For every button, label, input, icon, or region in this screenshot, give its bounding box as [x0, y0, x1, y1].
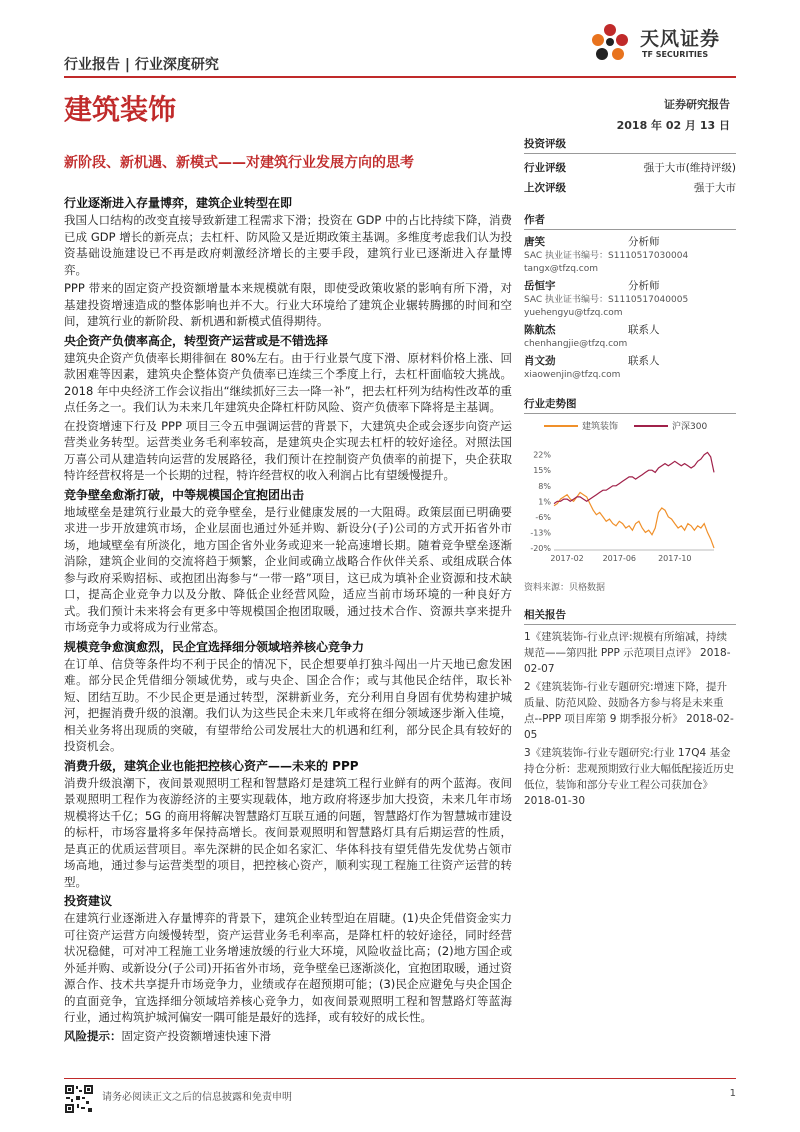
footer-rule [64, 1078, 736, 1079]
authors-heading: 作者 [524, 212, 736, 230]
y-tick-label: 1% [538, 497, 551, 507]
logo-name: 天风证券 [640, 28, 721, 50]
series-line-0 [554, 492, 714, 548]
previous-rating [524, 178, 736, 198]
rating-heading: 投资评级 [524, 136, 736, 154]
legend-label: 建筑装饰 [582, 422, 619, 432]
report-category: 证券研究报告 [664, 98, 730, 111]
industry-rating-value: 强于大市(维持评级) [643, 162, 736, 174]
author-row [524, 278, 736, 294]
author-row [524, 322, 736, 338]
report-date: 2018 年 02 月 13 日 [616, 119, 730, 132]
section-paragraph: 建筑央企资产负债率长期徘徊在 80%左右。由于行业景气度下滑、原材料价格上涨、回款困难等因素，建筑央企整体资产负债率已连续三个季度上行，去杠杆面临较大挑战。2018 年中央经济工作会议指出“继续抓好三去一降一补”，把去杠杆列为结构性改革的重点任务之一。我们认为未来几年建筑央企降杠杆防风险、资产负债率下降将是主基调。 [64, 350, 512, 414]
author-cert: SAC 执业证书编号：S1110517040005 [524, 295, 689, 305]
section-paragraph: 在订单、信贷等条件均不利于民企的情况下，民企想要单打独斗闯出一片天地已愈发困难。部分民企凭借细分领域优势，或与央企、国企合作；或与其他民企结伴，取长补短、团结互助。不少民企更是通过转型，深耕新业务，充分利用自身固有优势构建护城河，把握消费升级的浪潮。我们认为这些民企未来几年或将在细分领域逐步渐入佳境，相关业务将出现质的突破，有望带给公司发展壮大的机遇和红利，部分民企具有较好的投资机会。 [64, 656, 512, 753]
risk-note [64, 1028, 512, 1045]
y-tick-label: 22% [533, 450, 551, 460]
x-tick-label: 2017-06 [602, 554, 637, 563]
trend-chart-svg [524, 418, 736, 578]
industry-rating [524, 158, 736, 178]
logo-flower-icon [586, 20, 636, 70]
previous-rating-value: 强于大市 [694, 182, 736, 194]
report-subtitle: 新阶段、新机遇、新模式——对建筑行业发展方向的思考 [64, 155, 414, 171]
related-list [524, 629, 736, 809]
header [64, 28, 736, 78]
author-email[interactable]: yuehengyu@tfzq.com [524, 308, 623, 318]
author-role: 联系人 [628, 355, 660, 367]
author-name: 陈航杰 [524, 324, 556, 336]
sidebar [524, 136, 736, 811]
qr-code-icon [64, 1084, 94, 1114]
author-role: 分析师 [628, 280, 660, 292]
industry-rating-label: 行业评级 [524, 162, 566, 174]
related-heading: 相关报告 [524, 607, 736, 625]
related-report-link[interactable]: 1《建筑装饰-行业点评:规模有所缩减，持续规范——第四批 PPP 示范项目点评》 2018-02-07 [524, 631, 731, 675]
author-role: 分析师 [628, 236, 660, 248]
author-name: 唐笑 [524, 236, 545, 248]
main-content [64, 192, 512, 1046]
y-tick-label: 8% [538, 481, 551, 491]
author-email[interactable]: chenhangjie@tfzq.com [524, 339, 628, 349]
author-entry [524, 234, 736, 276]
section-paragraph: PPP 带来的固定资产投资额增量本来规模就有限，即使受政策收紧的影响有所下滑，对基建投资增速造成的整体影响也并不大。行业大环境给了建筑企业辗转腾挪的时间和空间，建筑行业的新阶段、新机遇和新模式值得期待。 [64, 281, 512, 328]
risk-label: 风险提示： [64, 1028, 122, 1043]
section-heading: 央企资产负债率高企，转型资产运营或是不错选择 [64, 333, 329, 348]
trend-chart [524, 418, 736, 578]
y-tick-label: -13% [530, 528, 551, 538]
y-tick-label: 15% [533, 466, 551, 476]
header-rule [64, 76, 736, 78]
legend-label: 沪深300 [672, 422, 708, 432]
section-heading: 行业逐渐进入存量博弈，建筑企业转型在即 [64, 196, 293, 210]
section-paragraph: 消费升级浪潮下，夜间景观照明工程和智慧路灯是建筑工程行业鲜有的两个蓝海。夜间景观照明工程作为夜游经济的主要实现载体，地方政府将逐步加大投资，未来几年市场规模将达千亿；5G 的商用将解决智慧路灯互联互通的问题，智慧路灯作为智慧城市建设的标杆，市场容量将多年保持高增长。夜间景观照明和智慧路灯具有后期运营的性质，是真正的优质运营项目。率先深耕的民企如名家汇、华体科技有望凭借先发优势占领市场高地，通过参与运营类型的项目，把控核心资产，顺利实现工程施工往资产运营的转型。 [64, 775, 512, 889]
company-logo [586, 20, 736, 70]
author-list [524, 234, 736, 382]
trend-heading: 行业走势图 [524, 396, 736, 414]
page-number: 1 [729, 1088, 736, 1099]
y-tick-label: -6% [535, 512, 551, 522]
author-email[interactable]: tangx@tfzq.com [524, 264, 599, 274]
section-heading: 投资建议 [64, 894, 113, 908]
author-cert: SAC 执业证书编号：S1110517030004 [524, 251, 689, 261]
related-report-link[interactable]: 2《建筑装饰-行业专题研究:增速下降，提升质量、防范风险、鼓励各方参与将是未来重点--PPP 项目库第 9 期季报分析》 2018-02-05 [524, 681, 734, 741]
section-paragraph: 地域壁垒是建筑行业最大的竞争壁垒，是行业健康发展的一大阻碍。政策层面已明确要求进一步开放建筑市场，企业层面也通过外延并购、新设分(子)公司的方式开拓省外市场，地域壁垒有所淡化，地方国企省外业务或迎来一轮高速增长期。随着竞争壁垒逐渐消除，建筑企业间的交流将趋于频繁，企业间或确立战略合作伙伴关系、或组成联合体参与政府采购招标、或抱团出海参与“一带一路”项目，这已成为填补企业资源和技术缺口，提高企业竞争力以及分散、降低企业经营风险，适应当前市场环境的一种良好方式。我们预计未来将会有更多中等规模国企抱团取暖，通过技术合作、资源共享来提升市场竞争力或将成为行业常态。 [64, 504, 512, 634]
report-type: 行业报告 | 行业深度研究 [64, 57, 219, 73]
page-title: 建筑装饰 [64, 93, 177, 126]
section-heading: 消费升级，建筑企业也能把控核心资产——未来的 PPP [64, 758, 359, 773]
risk-text: 固定资产投资额增速快速下滑 [121, 1028, 271, 1043]
section-heading: 规模竞争愈演愈烈，民企宜选择细分领域培养核心竞争力 [64, 639, 365, 654]
section-paragraph: 在建筑行业逐渐进入存量博弈的背景下，建筑企业转型迫在眉睫。(1)央企凭借资金实力可往资产运营方向缓慢转型，资产运营业务毛利率高，是降杠杆的较好途径，同时经营状况稳健，可对冲工程施工业务增速放缓的行业大环境，风险收益比高；(2)地方国企或外延并购、或新设分(子公司)开拓省外市场，竞争壁垒已逐渐淡化，宜抱团取暖，通过资源合作、技术共享提升市场竞争力，业绩或存在超预期可能；(3)民企应避免与央企国企的直面竞争，宜选择细分领域培养核心竞争力，如夜间景观照明工程和智慧路灯等蓝海行业，通过构筑护城河偏安一隅可能是最好的选择，或有较好的成长性。 [64, 911, 512, 1024]
author-name: 肖文劲 [524, 355, 556, 367]
logo-sub: TF SECURITIES [642, 50, 709, 59]
section-paragraph: 我国人口结构的改变直接导致新建工程需求下滑；投资在 GDP 中的占比持续下降，消费已成 GDP 增长的新亮点；去杠杆、防风险又是近期政策主基调。多维度考虑我们认为投资基础设施建设已不再是政府刺激经济增长的主要手段，建筑行业已逐渐进入存量博弈。 [64, 213, 512, 277]
author-role: 联系人 [628, 324, 660, 336]
chart-source: 资料来源：贝格数据 [524, 583, 606, 593]
x-tick-label: 2017-10 [658, 554, 692, 563]
x-tick-label: 2017-02 [550, 554, 584, 563]
section-paragraph: 在投资增速下行及 PPP 项目三令五申强调运营的背景下，大建筑央企或会逐步向资产运营类业务转型。运营类业务毛利率较高，是建筑央企实现去杠杆的较好途径。对照法国万喜公司从建造转向运营的发展路径，我们预计在控制资产负债率的前提下，央企获取特许经营权将是一个长期的过程，特许经营权的收入利润占比有望缓慢提升。 [64, 418, 512, 482]
section-heading: 竞争壁垒愈渐打破，中等规模国企宜抱团出击 [64, 487, 305, 502]
related-report-link[interactable]: 3《建筑装饰-行业专题研究:行业 17Q4 基金持仓分析：悲观预期致行业大幅低配接近历史低位，装饰和部分专业工程公司获加仓》 2018-01-30 [524, 747, 734, 807]
author-row [524, 234, 736, 250]
y-tick-label: -20% [530, 544, 551, 553]
previous-rating-label: 上次评级 [524, 182, 566, 194]
author-row [524, 353, 736, 369]
author-name: 岳恒宇 [524, 280, 556, 292]
footer-disclaimer: 请务必阅读正文之后的信息披露和免责申明 [102, 1092, 292, 1103]
author-entry [524, 322, 736, 351]
author-entry [524, 353, 736, 382]
author-entry [524, 278, 736, 320]
author-email[interactable]: xiaowenjin@tfzq.com [524, 370, 621, 380]
